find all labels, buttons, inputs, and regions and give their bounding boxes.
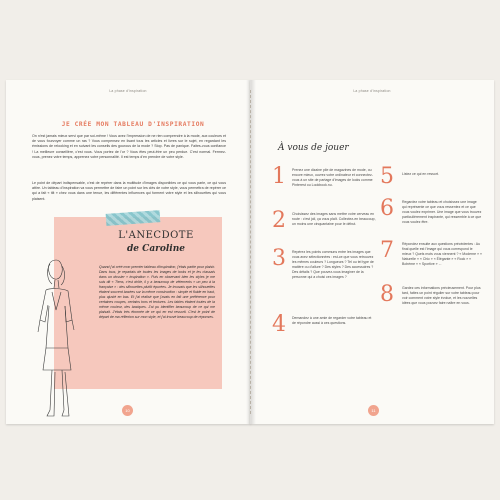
- step-number: 4: [272, 312, 286, 337]
- book-gutter: [246, 80, 256, 424]
- step-text: Demandez à une amie de regarder votre tableau et de répondre aussi à ces questions.: [292, 316, 372, 325]
- anecdote-title: L'ANECDOTE: [118, 230, 194, 241]
- step-4: [272, 314, 376, 344]
- step-text: Listez ce qui en ressort.: [402, 172, 439, 176]
- step-number: 2: [272, 208, 286, 233]
- right-page: [250, 80, 494, 424]
- step-number: 1: [272, 164, 286, 189]
- step-3: [272, 248, 376, 306]
- step-2: [272, 210, 376, 250]
- section-heading: JE CRÉE MON TABLEAU D'INSPIRATION: [61, 121, 205, 128]
- step-text: Repérez les points communs entre les images que vous avez sélectionnées : est-ce que vous retrouvez les mêmes couleurs ? Longueurs ? Tel ou tel type de matière ou d'allure ? Des styles ? Des accessoires ? Des détails ? Que pouvez-vous imaginer de la personne qui a choisi ces images ?: [292, 250, 374, 279]
- step-8: [380, 284, 484, 324]
- step-text: Regardez votre tableau et choisissez une image qui représente ce que vous ressentez et ce que vous voulez exprimer. Une image que vous trouvez particulièrement inspirante, qui ressemble à ce que vous voulez être.: [402, 200, 482, 224]
- step-number: 6: [380, 196, 394, 221]
- anecdote-subtitle: de Caroline: [127, 244, 185, 254]
- step-text: Répondez ensuite aux questions précédentes : Au final quelle est l'image qui vous correspond le mieux ? Quels mots vous viennent ? « Moderne » « Naturelle » « Chic » « Élégante » « Rock » « Bohème » « Sportive » ...: [402, 242, 482, 266]
- step-7: [380, 240, 484, 280]
- step-number: 8: [380, 282, 394, 307]
- step-number: 7: [380, 238, 394, 263]
- step-text: Prenez une dizaine pile de magazines de mode, ou encore mieux, ouvrez votre ordinateur et connectez-vous à un site de partage d'images de looks comme Pinterest ou Lookbook.nu.: [292, 168, 373, 187]
- step-1: [272, 166, 376, 206]
- intro-paragraph: On n'est jamais mieux servi que par soi-même ! Vous avez l'impression de ne rien comprendre à la mode, aux couleurs et de vous fourvoyer comme un ras ? Vous compensez en lisant tous les articles et livres sur le sujet, en regardant les émissions de relooking et en suivant les conseils des gourous de la mode ? Stop. Pas de panique. Faites-vous confiance ! La meilleure conseillère, c'est vous. Vous portez de l'or ? Vous êtes peut-être un peu perdue. C'est normal. Fermez-vous, prenez votre temps, apprenez votre personnalité. Il est temps d'en prendre de votre style.: [32, 134, 226, 159]
- step-5: [380, 166, 484, 196]
- binding-stitch: [250, 90, 251, 414]
- step-6: [380, 198, 484, 242]
- section-title: À vous de jouer: [278, 143, 349, 153]
- page-number-left: 10: [122, 405, 133, 416]
- anecdote-text: Quand j'ai créé mon premier tableau d'inspiration, j'étais partie pour plaisir. Dans tous, je repartais de toutes les images de looks et je les classais dans un dossier « inspiration ». Puis en observant bien les styles je me suis dit « Tiens, c'est drôle, il y a beaucoup de vêtements « un peu à la française » : des silhouettes plutôt épurées. Je trouvais que les silhouettes étaient souvent basées sur la même construction : simple et fluide en haut, plus ajusté en bas. Et j'ai réalisé que j'avais en fait une préférence pour certaines coupes, certains tons et textures. Les tables étaient toutes de la même couleur, des basiques. J'ai pu identifier beaucoup de ce qui me plaisait. J'étais très étonnée de ce qui en est ressorti. C'est le point de départ de ma réflexion sur mon style, et j'ai trouvé beaucoup de réponses.: [99, 265, 215, 319]
- step-text: Choisissez des images sans mettre votre cerveau en route : c'est joli, ça vous plaît. Collectez-en beaucoup, un moins une cinquantaine pour le début.: [292, 212, 376, 226]
- fashion-sketch-illustration: [16, 250, 101, 420]
- step-number: 3: [272, 246, 286, 271]
- step-number: 5: [380, 164, 394, 189]
- step-text: Gardez ces informations précieusement. Pour plus tard, faites un point régulier sur votre tableau pour voir comment votre style évolue, et les nouvelles idées que vous pouvez faire naître en vous.: [402, 286, 481, 305]
- open-book: [6, 80, 494, 424]
- running-head-right: La phase d'inspiration: [353, 89, 391, 93]
- page-number-right: 11: [368, 405, 379, 416]
- running-head-left: La phase d'inspiration: [109, 89, 147, 93]
- left-page: [6, 80, 251, 424]
- second-paragraph: Le point de départ indispensable, c'est de repérer dans la multitude d'images disponibles ce qui vous parle, ce qui vous attire. Un tableau d'inspiration va vous permettre de faire un point sur les clés de votre style, vous permettra de repérer ce qui a fait « tilt » chez vous dans une tenue, les différentes influences qui forment votre style et les silhouettes qui vous plaisent.: [32, 181, 226, 201]
